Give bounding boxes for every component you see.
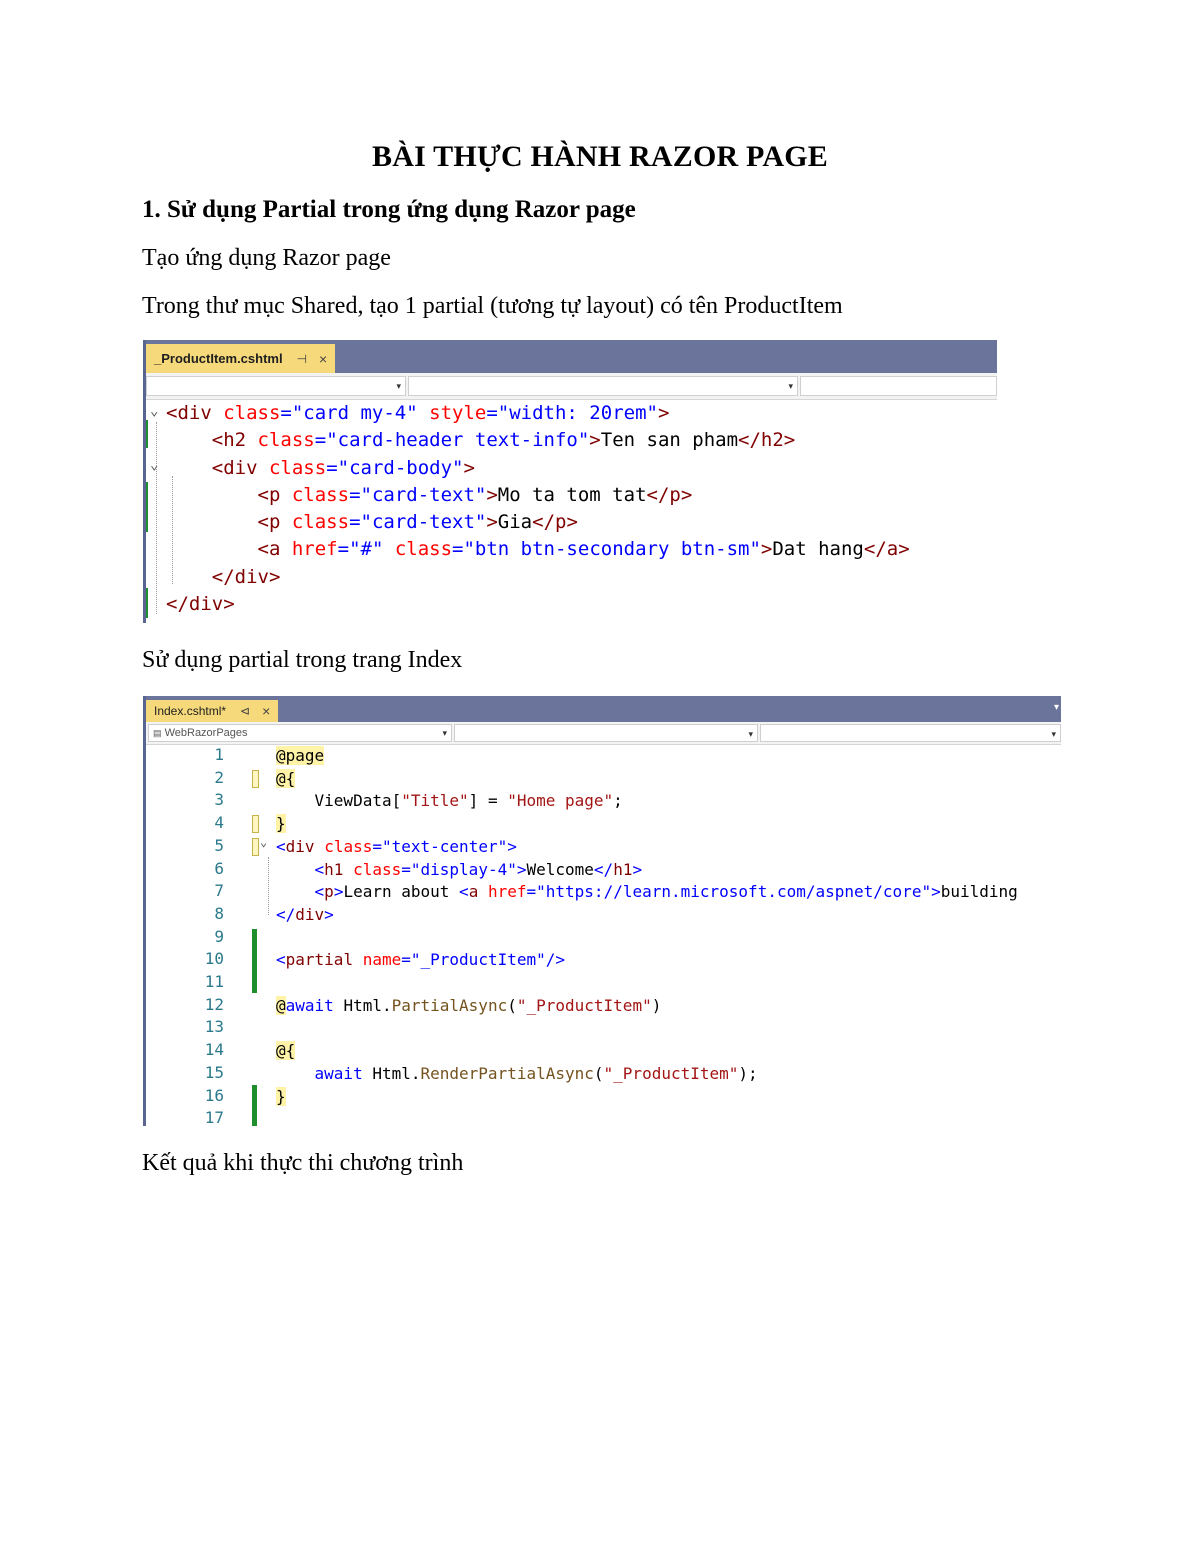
member-dropdown[interactable] bbox=[408, 376, 798, 396]
line-number: 13 bbox=[204, 1017, 224, 1037]
fold-chevron-icon[interactable]: ⌄ bbox=[150, 457, 159, 473]
paragraph-create-partial: Trong thư mục Shared, tạo 1 partial (tương tự layout) có tên ProductItem bbox=[142, 293, 843, 319]
line-number: 3 bbox=[214, 790, 224, 810]
change-bar bbox=[146, 588, 148, 618]
indent-guide bbox=[268, 857, 269, 915]
breakpoint-marker bbox=[252, 838, 259, 856]
chevron-down-icon: ▾ bbox=[748, 729, 753, 739]
close-icon[interactable]: × bbox=[262, 703, 271, 719]
paragraph-use-partial: Sử dụng partial trong trang Index bbox=[142, 647, 463, 673]
close-icon[interactable]: × bbox=[319, 350, 328, 367]
indent-guide bbox=[156, 422, 157, 614]
scope-dropdown[interactable] bbox=[454, 724, 758, 742]
section-heading: 1. Sử dụng Partial trong ứng dụng Razor page bbox=[142, 196, 636, 223]
line-number: 6 bbox=[214, 858, 224, 878]
tab-index[interactable] bbox=[146, 700, 278, 722]
editor-navigation-bar bbox=[146, 722, 1061, 745]
line-number: 4 bbox=[214, 813, 224, 833]
pin-icon[interactable]: ⊲ bbox=[240, 704, 251, 718]
extra-dropdown[interactable] bbox=[800, 376, 997, 396]
line-number: 15 bbox=[204, 1062, 224, 1082]
code-editor-index bbox=[143, 696, 1061, 1126]
editor-tabstrip bbox=[146, 696, 1061, 722]
breakpoint-marker bbox=[252, 815, 259, 833]
chevron-down-icon: ▾ bbox=[788, 381, 793, 391]
code-text: <div class="card my-4" style="width: 20rem"> <h2 class="card-header text-info">Ten san pham</h2> <div class="card-body"> <p class="card-text">Mo ta tom tat</p> <p class="card-text">Gia</p> <a href="#" class="btn btn-secondary btn-sm">Dat hang</a> </div> </div> bbox=[166, 402, 910, 616]
change-bar bbox=[146, 482, 148, 532]
line-number: 14 bbox=[204, 1040, 224, 1060]
tab-label: _ProductItem.cshtml bbox=[154, 351, 283, 366]
fold-chevron-icon[interactable]: ⌄ bbox=[260, 835, 268, 849]
chevron-down-icon[interactable]: ▾ bbox=[1053, 702, 1059, 713]
code-text: @page @{ ViewData["Title"] = "Home page"; } <div class="text-center"> <h1 class="display-4">Welcome</h1> <p>Learn about <a href="https://learn.microsoft.com/aspnet/core">building </div> <partial name="_ProductItem"/> @await Html.PartialAsync("_ProductItem") @{ await Html.RenderPartialAsync("_ProductItem"); } bbox=[276, 746, 1018, 1106]
tab-productitem[interactable] bbox=[146, 344, 335, 373]
line-number: 8 bbox=[214, 903, 224, 923]
chevron-down-icon: ▾ bbox=[1051, 729, 1056, 739]
line-number: 5 bbox=[214, 835, 224, 855]
line-number: 9 bbox=[214, 926, 224, 946]
code-area bbox=[146, 745, 1061, 1126]
change-bar bbox=[252, 929, 257, 993]
editor-navigation-bar bbox=[146, 373, 997, 400]
line-number: 16 bbox=[204, 1085, 224, 1105]
project-icon: ▤ bbox=[153, 728, 162, 738]
project-dropdown[interactable] bbox=[148, 724, 452, 742]
scope-dropdown[interactable] bbox=[146, 376, 406, 396]
line-number: 2 bbox=[214, 767, 224, 787]
line-number: 10 bbox=[204, 949, 224, 969]
line-number: 11 bbox=[204, 972, 224, 991]
tab-label: Index.cshtml* bbox=[154, 704, 227, 718]
line-number: 12 bbox=[204, 994, 224, 1014]
chevron-down-icon: ▾ bbox=[396, 381, 401, 391]
code-area bbox=[146, 400, 997, 623]
paragraph-result: Kết quả khi thực thi chương trình bbox=[142, 1150, 464, 1176]
change-bar bbox=[252, 1085, 257, 1126]
fold-chevron-icon[interactable]: ⌄ bbox=[150, 403, 159, 419]
breakpoint-marker bbox=[252, 770, 259, 788]
change-bar bbox=[146, 420, 148, 448]
paragraph-create-app: Tạo ứng dụng Razor page bbox=[142, 245, 391, 271]
line-number: 1 bbox=[214, 745, 224, 764]
pin-icon[interactable]: ⊣ bbox=[296, 351, 308, 366]
line-number: 17 bbox=[204, 1108, 224, 1126]
document-title: BÀI THỰC HÀNH RAZOR PAGE bbox=[372, 140, 828, 173]
code-editor-productitem bbox=[143, 340, 997, 623]
member-dropdown[interactable] bbox=[760, 724, 1061, 742]
editor-tabstrip bbox=[146, 340, 997, 373]
chevron-down-icon: ▾ bbox=[442, 728, 447, 738]
line-number: 7 bbox=[214, 881, 224, 901]
project-dropdown-value: WebRazorPages bbox=[164, 727, 248, 739]
